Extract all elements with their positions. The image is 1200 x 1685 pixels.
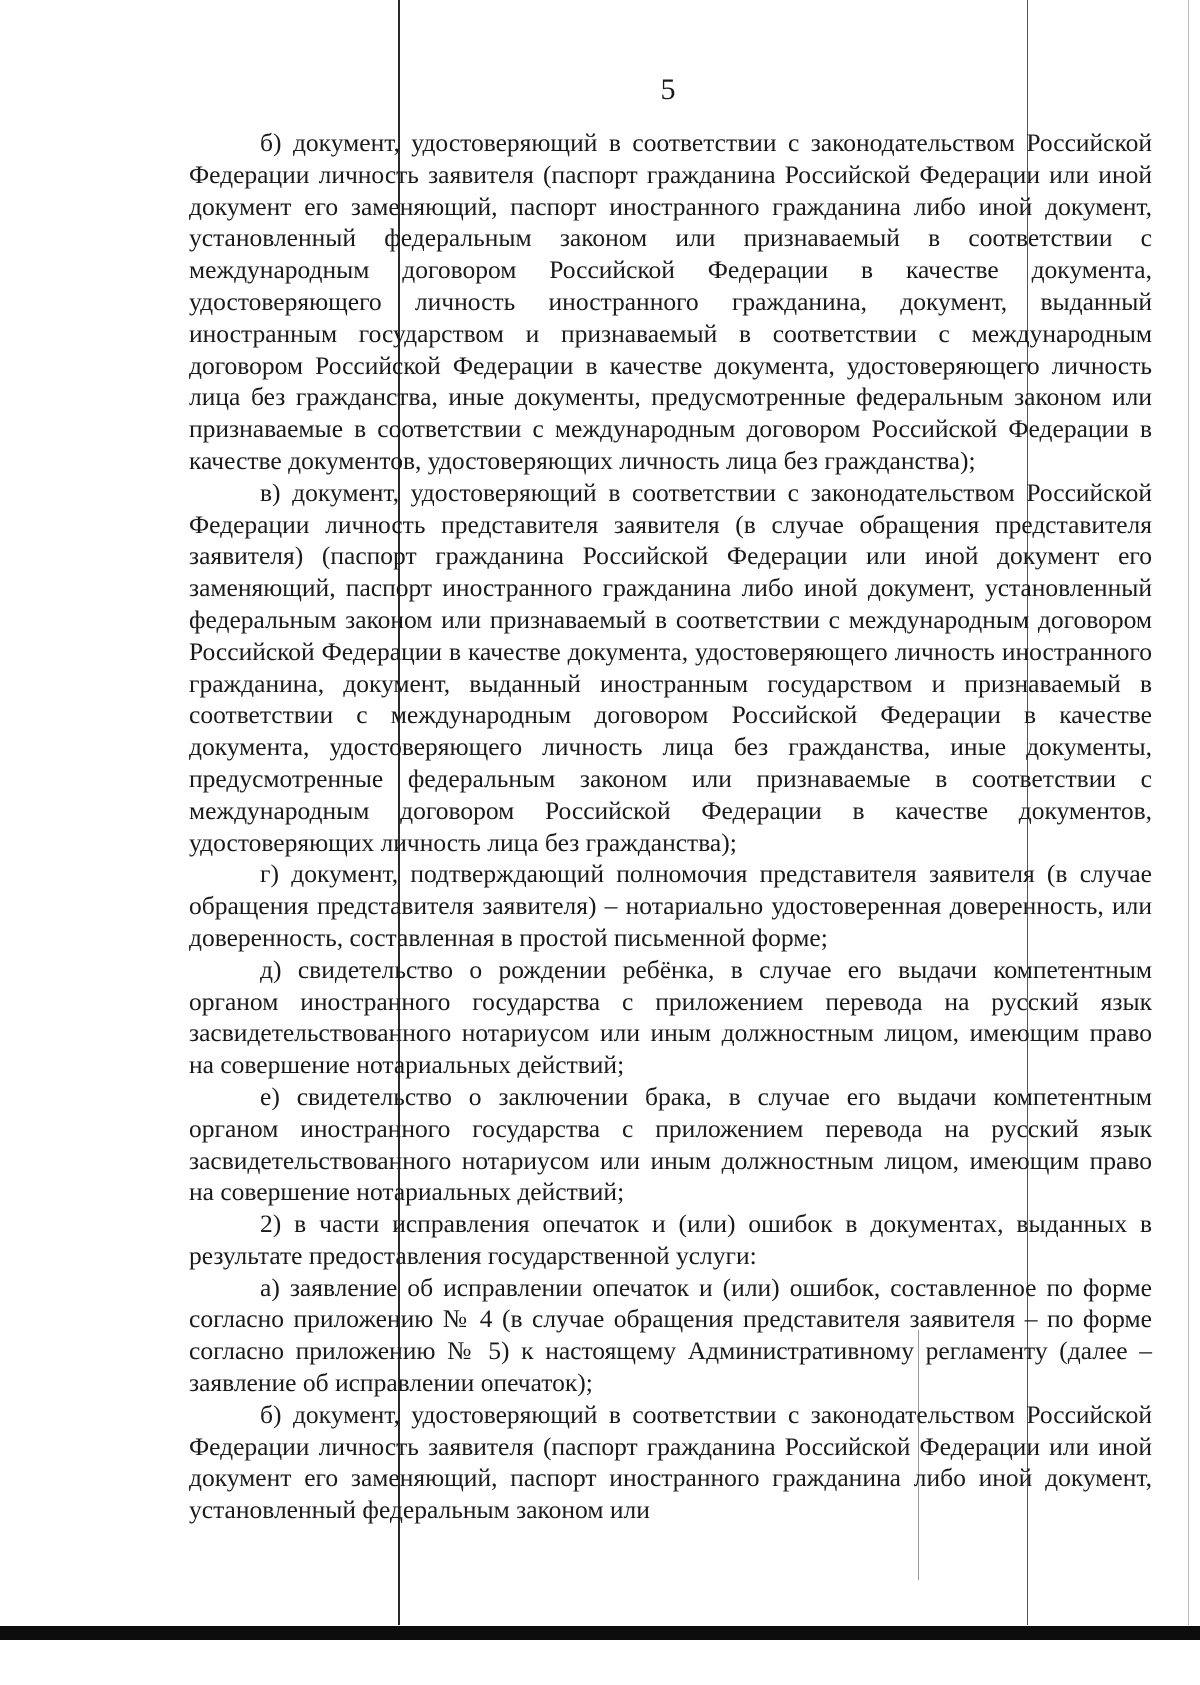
page-number: 5 [660, 73, 676, 106]
paragraph-g-authority-proof: г) документ, подтверждающий полномочия представителя заявителя (в случае обращения представителя заявителя) – нотариально удостоверенная доверенность, или доверенность, составленная в простой письменной форме; [189, 859, 1152, 952]
scan-edge-line [1188, 0, 1189, 1625]
paragraph-d-birth-certificate: д) свидетельство о рождении ребёнка, в случае его выдачи компетентным органом иностранного государства с приложением перевода на русский язык засвидетельствованного нотариусом или иным должностным лицом, имеющим право на совершение нотариальных действий; [189, 954, 1152, 1080]
paragraph-v-representative-id: в) документ, удостоверяющий в соответствии с законодательством Российской Федерации личность представителя заявителя (в случае обращения представителя заявителя) (паспорт гражданина Российской Федерации или иной документ его заменяющий, паспорт иностранного гражданина либо иной документ, установленный федеральным законом или признаваемый в соответствии с международным договором Российской Федерации в качестве документа, удостоверяющего личность иностранного гражданина, документ, выданный иностранным государством и признаваемый в соответствии с международным договором Российской Федерации в качестве документа, удостоверяющего личность лица без гражданства, иные документы, предусмотренные федеральным законом или признаваемые в соответствии с международным договором Российской Федерации в качестве документов, удостоверяющих личность лица без гражданства); [189, 477, 1152, 857]
paragraph-b-applicant-id-continued: б) документ, удостоверяющий в соответствии с законодательством Российской Федерации личность заявителя (паспорт гражданина Российской Федерации или иной документ его заменяющий, паспорт иностранного гражданина либо иной документ, установленный федеральным законом или [189, 1399, 1152, 1525]
paragraph-b-applicant-id: б) документ, удостоверяющий в соответствии с законодательством Российской Федерации личность заявителя (паспорт гражданина Российской Федерации или иной документ его заменяющий, паспорт иностранного гражданина либо иной документ, установленный федеральным законом или признаваемый в соответствии с международным договором Российской Федерации в качестве документа, удостоверяющего личность иностранного гражданина, документ, выданный иностранным государством и признаваемый в соответствии с международным договором Российской Федерации в качестве документа, удостоверяющего личность лица без гражданства, иные документы, предусмотренные федеральным законом или признаваемые в соответствии с международным договором Российской Федерации в качестве документов, удостоверяющих личность лица без гражданства); [189, 128, 1152, 475]
paragraph-2-corrections: 2) в части исправления опечаток и (или) ошибок в документах, выданных в результате предоставления государственной услуги: [189, 1209, 1152, 1270]
scan-bottom-border [0, 1626, 1200, 1640]
paragraph-e-marriage-certificate: е) свидетельство о заключении брака, в случае его выдачи компетентным органом иностранного государства с приложением перевода на русский язык засвидетельствованного нотариусом или иным должностным лицом, имеющим право на совершение нотариальных действий; [189, 1081, 1152, 1207]
document-body [189, 127, 1152, 1526]
paragraph-a-correction-request: а) заявление об исправлении опечаток и (или) ошибок, составленное по форме согласно приложению № 4 (в случае обращения представителя заявителя – по форме согласно приложению № 5) к настоящему Административному регламенту (далее – заявление об исправлении опечаток); [189, 1272, 1152, 1398]
